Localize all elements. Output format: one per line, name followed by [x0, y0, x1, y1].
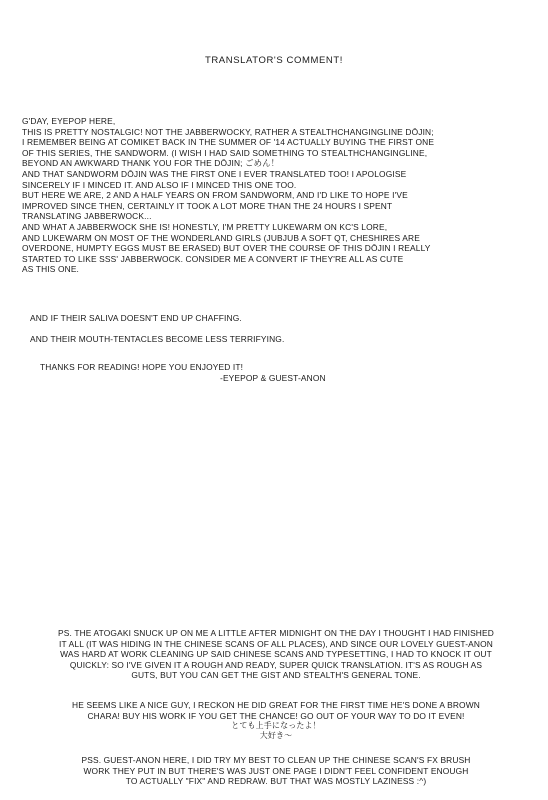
comment-line: I REMEMBER BEING AT COMIKET BACK IN THE SUMMER OF '14 ACTUALLY BUYING THE FIRST ONE	[22, 137, 435, 148]
ps-line: PS. THE ATOGAKI SNUCK UP ON ME A LITTLE AFTER MIDNIGHT ON THE DAY I THOUGHT I HAD FINISHED	[58, 628, 494, 638]
comment-line: AS THIS ONE.	[22, 264, 80, 275]
ps-line: IT ALL (IT WAS HIDING IN THE CHINESE SCANS OF ALL PLACES), AND SINCE OUR LOVELY GUEST-ANON	[59, 638, 493, 649]
japanese-line: 大好き〜	[259, 731, 293, 741]
comment-line: TRANSLATING JABBERWOCK...	[22, 211, 152, 222]
pss-line: TO ACTUALLY "FIX" AND REDRAW. BUT THAT WAS MOSTLY LAZINESS :^)	[125, 776, 427, 787]
japanese-line: とても上手になったよ！	[231, 721, 321, 731]
comment-line: BEYOND AN AWKWARD THANK YOU FOR THE DŌJIN; ごめん！	[22, 158, 280, 169]
comment-line: OVERDONE, HUMPTY EGGS MUST BE ERASED) BUT OVER THE COURSE OF THIS DŌJIN I REALLY	[22, 243, 431, 254]
thanks-line: THANKS FOR READING! HOPE YOU ENJOYED IT!	[40, 362, 244, 372]
tentacle-note: AND THEIR MOUTH-TENTACLES BECOME LESS TERRIFYING.	[30, 334, 285, 344]
ps-line: QUICKLY: SO I'VE GIVEN IT A ROUGH AND READY, SUPER QUICK TRANSLATION. IT'S AS ROUGH AS	[69, 659, 483, 670]
comment-line: AND WHAT A JABBERWOCK SHE IS! HONESTLY, I'M PRETTY LUKEWARM ON KC'S LORE,	[22, 221, 388, 232]
main-comment	[22, 116, 532, 275]
comment-line: SINCERELY IF I MINCED IT. AND ALSO IF I MINCED THIS ONE TOO.	[22, 179, 297, 190]
pss-section	[14, 755, 538, 787]
thanks-section	[40, 362, 548, 383]
comment-line: BUT HERE WE ARE, 2 AND A HALF YEARS ON FROM SANDWORM, AND I'D LIKE TO HOPE I'VE	[22, 190, 408, 201]
ps-line: WAS HARD AT WORK CLEANING UP SAID CHINESE SCANS AND TYPESETTING, I HAD TO KNOCK IT OUT	[60, 649, 492, 660]
comment-line: G'DAY, EYEPOP HERE,	[22, 116, 116, 126]
signature: -EYEPOP & GUEST-ANON	[220, 372, 326, 383]
ps-line: GUTS, BUT YOU CAN GET THE GIST AND STEALTH'S GENERAL TONE.	[131, 670, 421, 681]
ps-section	[14, 628, 538, 681]
praise-line: HE SEEMS LIKE A NICE GUY, I RECKON HE DID GREAT FOR THE FIRST TIME HE'S DONE A BROWN	[72, 700, 480, 710]
page-title: TRANSLATOR'S COMMENT!	[204, 55, 344, 66]
saliva-note: AND IF THEIR SALIVA DOESN'T END UP CHAFFING.	[30, 313, 242, 323]
comment-line: IMPROVED SINCE THEN, CERTAINLY IT TOOK A LOT MORE THAN THE 24 HOURS I SPENT	[22, 200, 393, 211]
comment-line: AND LUKEWARM ON MOST OF THE WONDERLAND GIRLS (JUBJUB A SOFT QT, CHESHIRES ARE	[22, 232, 420, 243]
praise-line: CHARA! BUY HIS WORK IF YOU GET THE CHANCE! GO OUT OF YOUR WAY TO DO IT EVEN!	[87, 710, 465, 721]
comment-line: STARTED TO LIKE SSS' JABBERWOCK. CONSIDER ME A CONVERT IF THEY'RE ALL AS CUTE	[22, 253, 404, 264]
pss-line: WORK THEY PUT IN BUT THERE'S WAS JUST ONE PAGE I DIDN'T FEEL CONFIDENT ENOUGH	[83, 765, 469, 776]
artist-praise-section	[14, 700, 538, 741]
comment-line: THIS IS PRETTY NOSTALGIC! NOT THE JABBERWOCKY, RATHER A STEALTHCHANGINGLINE DŌJIN;	[22, 126, 434, 137]
pss-line: PSS. GUEST-ANON HERE, I DID TRY MY BEST TO CLEAN UP THE CHINESE SCAN'S FX BRUSH	[81, 755, 471, 765]
comment-line: AND THAT SANDWORM DŌJIN WAS THE FIRST ONE I EVER TRANSLATED TOO! I APOLOGISE	[22, 168, 407, 179]
comment-line: OF THIS SERIES, THE SANDWORM. (I WISH I HAD SAID SOMETHING TO STEALTHCHANGINGLINE,	[22, 147, 428, 158]
